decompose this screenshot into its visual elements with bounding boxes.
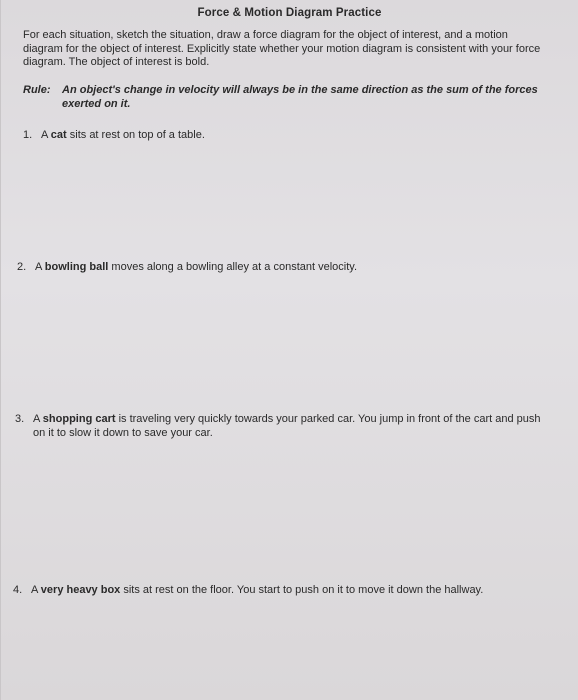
question-text-post: sits at rest on top of a table.: [66, 129, 205, 141]
question-number: 1.: [23, 129, 33, 141]
object-of-interest: shopping cart: [42, 413, 116, 425]
question-1: [23, 128, 563, 142]
rule-text: An object's change in velocity will always be in the same direction as the sum of the forces exerted on it.: [62, 84, 538, 110]
question-text-post: sits at rest on the floor. You start to push on it to move it down the hallway.: [120, 584, 484, 596]
rule-statement: [23, 84, 553, 111]
question-text: [41, 128, 561, 142]
object-of-interest: cat: [50, 129, 67, 141]
question-text-post: moves along a bowling alley at a constant velocity.: [108, 261, 358, 273]
worksheet-title: Force & Motion Diagram Practice: [197, 7, 382, 19]
object-of-interest: bowling ball: [44, 261, 109, 273]
question-4: [13, 583, 553, 597]
instructions-paragraph: For each situation, sketch the situation, draw a force diagram for the object of interest, and a motion diagram for the object of interest. Explicitly state whether your motion diagram is consistent with your force diagram. The object of interest is bold.: [23, 29, 541, 68]
question-text: [31, 583, 551, 597]
question-2: [17, 260, 557, 274]
question-number: 4.: [13, 584, 23, 596]
question-text: [33, 412, 553, 440]
question-text-pre: A: [35, 261, 45, 273]
question-text-pre: A: [31, 584, 41, 596]
question-text: [35, 260, 555, 274]
question-number: 2.: [17, 261, 27, 273]
question-number: 3.: [15, 413, 25, 425]
question-text-pre: A: [41, 129, 51, 141]
rule-label: Rule:: [23, 84, 51, 96]
object-of-interest: very heavy box: [40, 584, 121, 596]
question-text-pre: A: [33, 413, 43, 425]
question-3: [15, 412, 555, 440]
question-text-post: is traveling very quickly towards your parked car. You jump in front of the cart and push on it to slow it down to save your car.: [33, 413, 541, 439]
